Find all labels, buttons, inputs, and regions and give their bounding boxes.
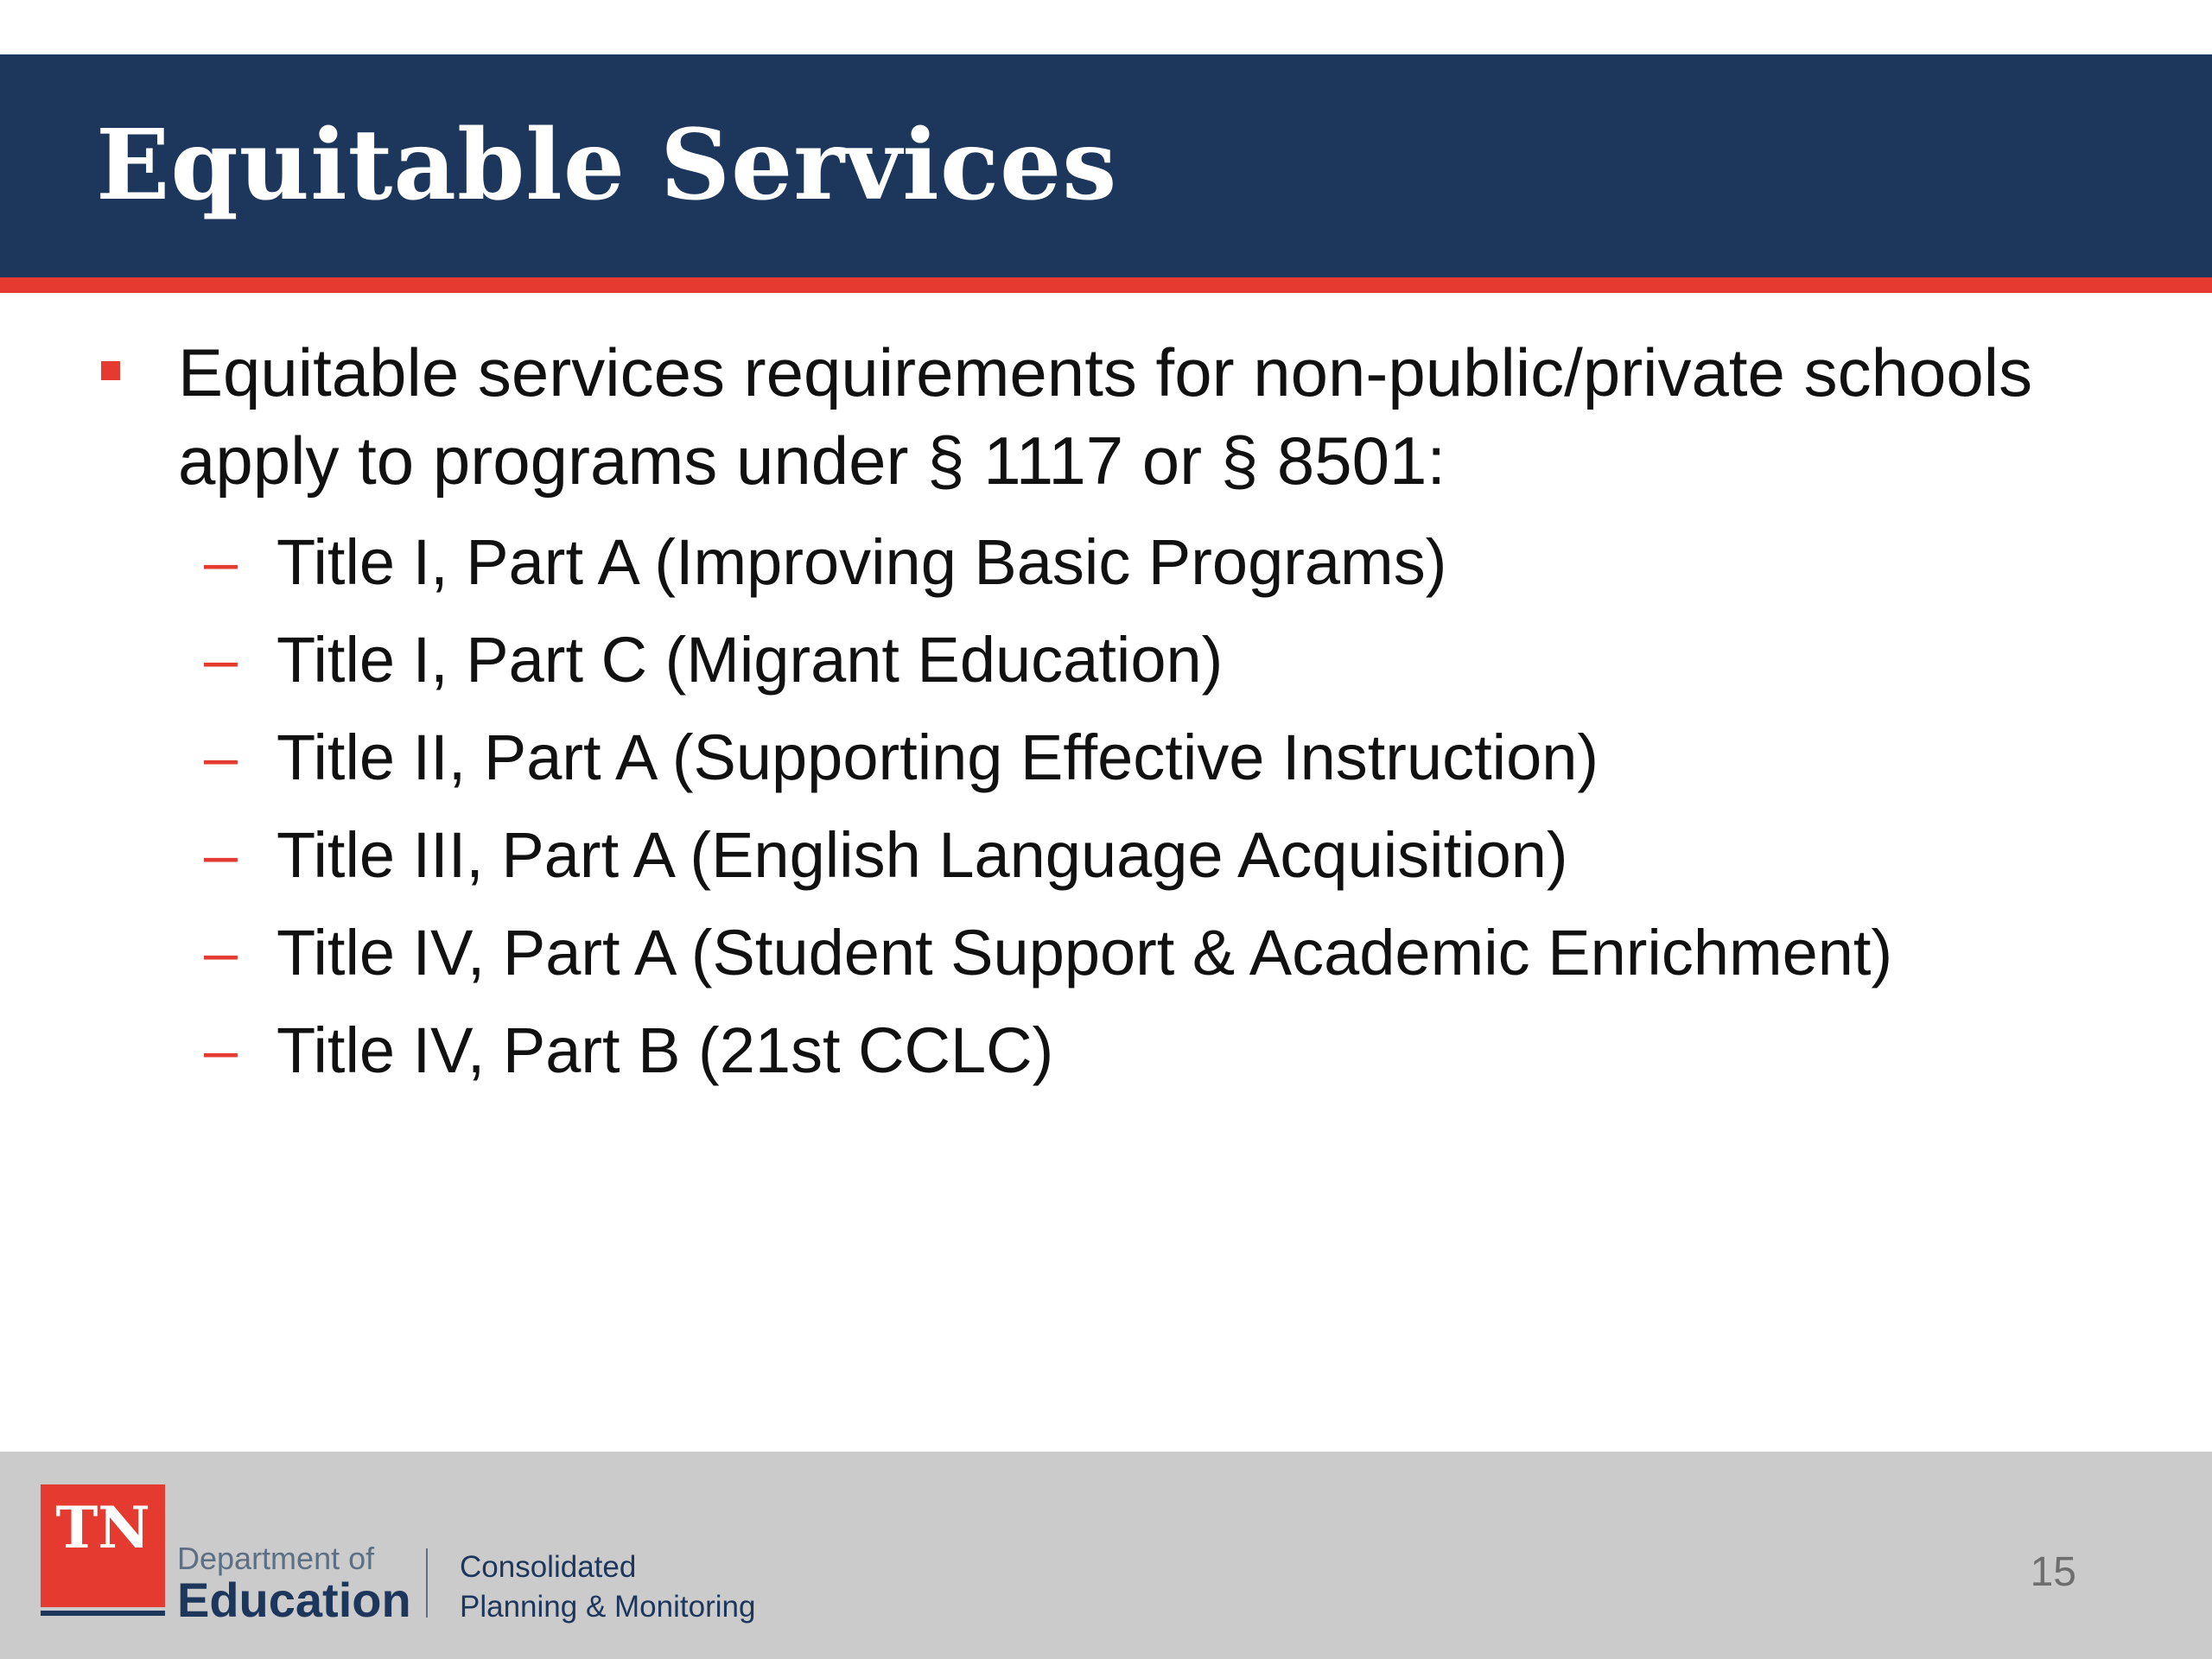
dash-bullet-icon: –	[204, 1016, 238, 1084]
dash-bullet-icon: –	[204, 723, 238, 791]
tn-logo-text: TN	[55, 1494, 150, 1561]
square-bullet-icon	[101, 361, 120, 380]
program-title: Title IV, Part B (21st CCLC)	[276, 1014, 1054, 1086]
title-accent-rule	[0, 277, 2212, 293]
dash-bullet-icon: –	[204, 626, 238, 693]
program-list-item	[0, 1001, 2212, 1099]
page-number: 15	[2030, 1549, 2076, 1595]
slide-title: Equitable Services	[96, 109, 1118, 222]
program-list-item	[0, 611, 2212, 709]
bullet-item	[0, 328, 2122, 505]
department-label: Department of	[177, 1541, 375, 1576]
program-title: Title I, Part C (Migrant Education)	[276, 624, 1224, 696]
footer-divider	[426, 1548, 428, 1618]
department-name: Education	[177, 1573, 411, 1627]
dash-bullet-icon: –	[204, 528, 238, 595]
dash-bullet-icon: –	[204, 821, 238, 888]
logo-stripe	[41, 1611, 165, 1616]
program-title: Title II, Part A (Supporting Effective Instruction)	[276, 721, 1599, 793]
slide-content	[0, 328, 2212, 1099]
program-title: Title IV, Part A (Student Support & Academic Enrichment)	[276, 917, 1893, 988]
program-list-item	[0, 709, 2212, 806]
title-bar	[0, 54, 2212, 277]
program-list-item	[0, 513, 2212, 611]
program-title: Title III, Part A (English Language Acquisition)	[276, 819, 1568, 891]
program-list-item	[0, 904, 2212, 1001]
program-title: Title I, Part A (Improving Basic Programs)	[276, 526, 1447, 598]
office-name-line2: Planning & Monitoring	[460, 1590, 756, 1624]
office-name-line1: Consolidated	[460, 1550, 637, 1584]
program-list	[0, 513, 2212, 1099]
tn-logo-icon	[41, 1484, 165, 1607]
slide-footer	[0, 1452, 2212, 1659]
dash-bullet-icon: –	[204, 918, 238, 986]
bullet-text: Equitable services requirements for non-public/private schools apply to programs under § 1117 or § 8501:	[178, 334, 2033, 499]
program-list-item	[0, 806, 2212, 904]
